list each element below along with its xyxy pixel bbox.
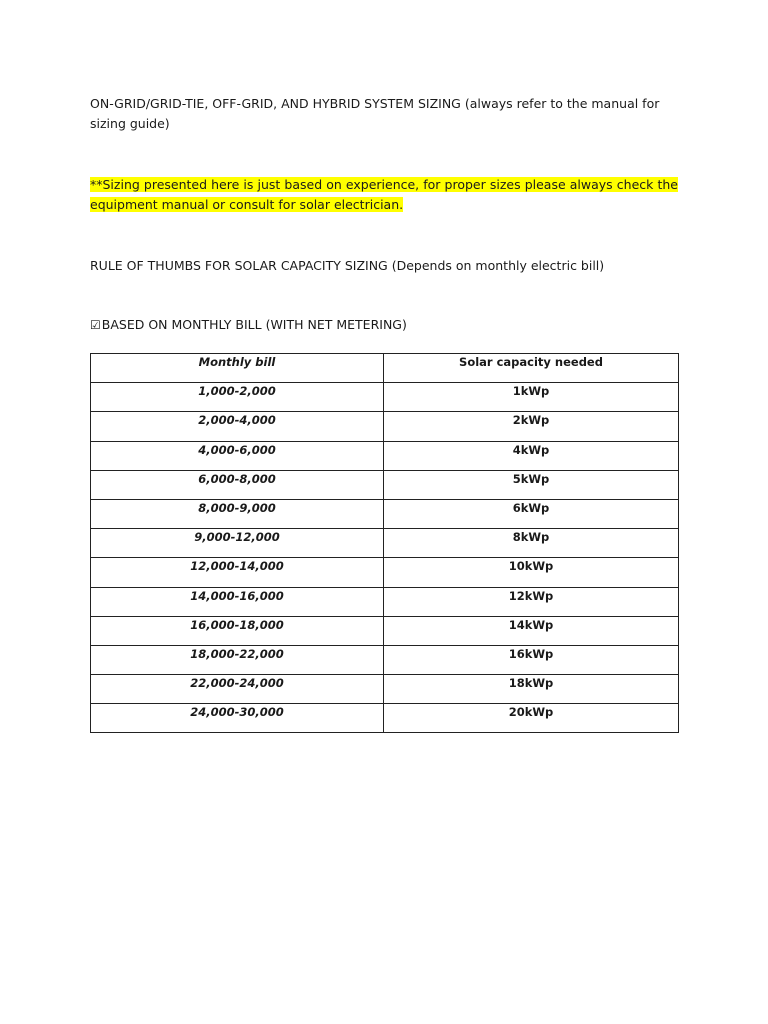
monthly-bill-cell: 22,000-24,000	[91, 675, 384, 704]
solar-capacity-cell: 4kWp	[384, 441, 679, 470]
solar-capacity-cell: 6kWp	[384, 499, 679, 528]
solar-capacity-cell: 5kWp	[384, 470, 679, 499]
system-sizing-heading: ON-GRID/GRID-TIE, OFF-GRID, AND HYBRID SYSTEM SIZING (always refer to the manual for sizing guide)	[90, 96, 660, 131]
solar-capacity-cell: 1kWp	[384, 383, 679, 412]
highlighted-note-text: **Sizing presented here is just based on experience, for proper sizes please always check the equipment manual or consult for solar electrician.	[90, 177, 678, 212]
monthly-bill-cell: 18,000-22,000	[91, 645, 384, 674]
table-row	[91, 675, 679, 704]
monthly-bill-cell: 4,000-6,000	[91, 441, 384, 470]
solar-sizing-table	[90, 353, 679, 733]
table-row	[91, 441, 679, 470]
monthly-bill-cell: 12,000-14,000	[91, 558, 384, 587]
table-row	[91, 412, 679, 441]
table-row	[91, 558, 679, 587]
monthly-bill-section-heading	[90, 315, 678, 335]
table-row	[91, 529, 679, 558]
monthly-bill-cell: 24,000-30,000	[91, 704, 384, 733]
monthly-bill-cell: 14,000-16,000	[91, 587, 384, 616]
monthly-bill-cell: 9,000-12,000	[91, 529, 384, 558]
solar-capacity-cell: 16kWp	[384, 645, 679, 674]
monthly-bill-cell: 1,000-2,000	[91, 383, 384, 412]
table-row	[91, 645, 679, 674]
solar-capacity-cell: 10kWp	[384, 558, 679, 587]
solar-capacity-cell: 2kWp	[384, 412, 679, 441]
solar-capacity-cell: 18kWp	[384, 675, 679, 704]
table-row	[91, 470, 679, 499]
monthly-bill-cell: 8,000-9,000	[91, 499, 384, 528]
table-body	[91, 383, 679, 733]
table-row	[91, 704, 679, 733]
table-row	[91, 587, 679, 616]
solar-capacity-cell: 14kWp	[384, 616, 679, 645]
sizing-disclaimer-note	[90, 175, 678, 215]
monthly-bill-cell: 16,000-18,000	[91, 616, 384, 645]
table-row	[91, 383, 679, 412]
rule-of-thumbs-heading: RULE OF THUMBS FOR SOLAR CAPACITY SIZING (Depends on monthly electric bill)	[90, 258, 605, 273]
solar-capacity-cell: 12kWp	[384, 587, 679, 616]
solar-capacity-cell: 20kWp	[384, 704, 679, 733]
checkbox-checked-icon: ☑	[90, 318, 101, 332]
table-header-row	[91, 354, 679, 383]
monthly-bill-cell: 6,000-8,000	[91, 470, 384, 499]
column-header-solar-capacity: Solar capacity needed	[384, 354, 679, 383]
section-heading-text: BASED ON MONTHLY BILL (WITH NET METERING)	[101, 317, 407, 332]
table-row	[91, 616, 679, 645]
table-row	[91, 499, 679, 528]
monthly-bill-cell: 2,000-4,000	[91, 412, 384, 441]
solar-capacity-cell: 8kWp	[384, 529, 679, 558]
column-header-monthly-bill: Monthly bill	[91, 354, 384, 383]
